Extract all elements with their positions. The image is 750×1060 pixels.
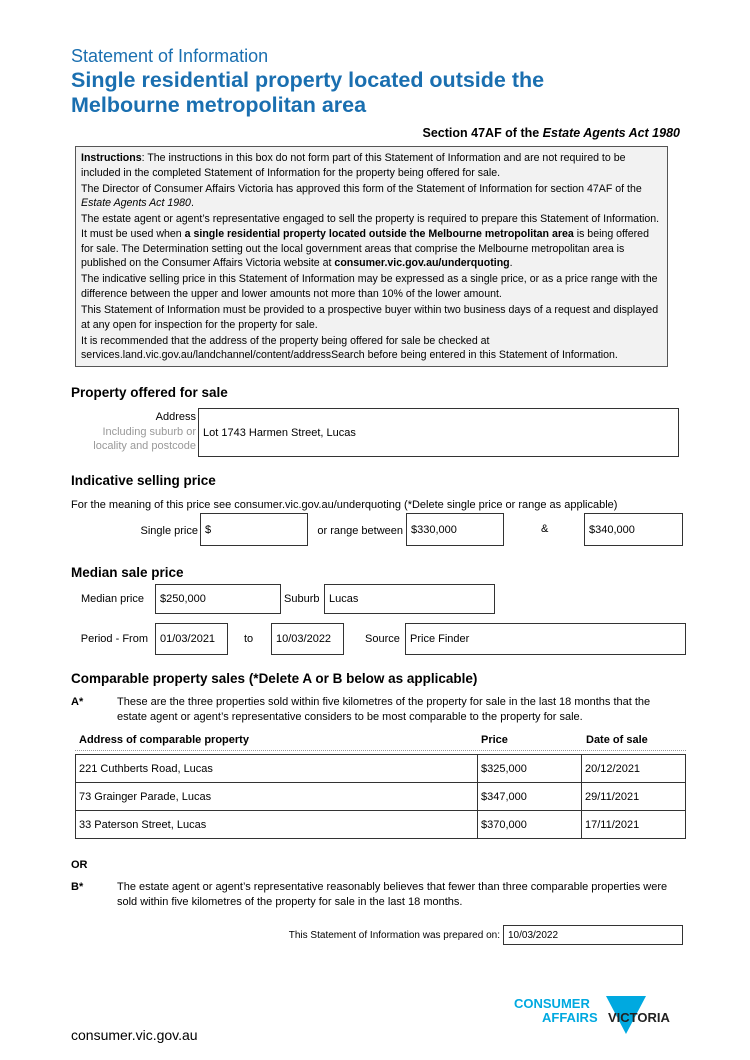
single-price-field[interactable]: $ xyxy=(200,513,308,546)
property-heading: Property offered for sale xyxy=(71,385,228,400)
range-ampersand: & xyxy=(541,523,549,535)
instructions-p4: The indicative selling price in this Statement of Information may be expressed as a single price, or as a price range with the difference between the upper and lower amounts not more than 10% of the lower amount. xyxy=(81,273,658,300)
comp-address-cell[interactable]: 33 Paterson Street, Lucas xyxy=(76,811,478,839)
single-price-label: Single price xyxy=(140,525,198,537)
instructions-p1: Instructions: The instructions in this box do not form part of this Statement of Information and are not required to be included in the completed Statement of Information for the property being offered for sale. xyxy=(81,152,626,179)
form-title-line2: Melbourne metropolitan area xyxy=(71,93,367,117)
form-title xyxy=(71,68,671,118)
col-date-header: Date of sale xyxy=(586,734,648,746)
median-price-field[interactable]: $250,000 xyxy=(155,584,281,614)
or-label: OR xyxy=(71,859,88,871)
underquoting-link[interactable]: consumer.vic.gov.au/underquoting xyxy=(334,257,510,270)
address-field[interactable]: Lot 1743 Harmen Street, Lucas xyxy=(198,408,679,457)
period-to-field[interactable]: 10/03/2022 xyxy=(271,623,344,655)
indicative-heading: Indicative selling price xyxy=(71,473,216,488)
range-low-field[interactable]: $330,000 xyxy=(406,513,504,546)
col-address-header: Address of comparable property xyxy=(79,734,249,746)
option-a-marker: A* xyxy=(71,696,84,708)
header-divider xyxy=(75,750,686,751)
suburb-label: Suburb xyxy=(284,593,320,605)
median-heading: Median sale price xyxy=(71,565,184,580)
section-reference: Section 47AF of the Estate Agents Act 1980 xyxy=(422,126,680,140)
instructions-p6: It is recommended that the address of the property being offered for sale be checked at services.land.vic.gov.au/landchannel/content/addressSearch before being entered in this Statement of Information. xyxy=(81,334,618,362)
consumer-affairs-victoria-logo xyxy=(514,994,686,1040)
instructions-box xyxy=(75,146,668,367)
suburb-field[interactable]: Lucas xyxy=(324,584,495,614)
comparable-heading: Comparable property sales (*Delete A or B below as applicable) xyxy=(71,671,478,686)
comp-address-cell[interactable]: 221 Cuthberts Road, Lucas xyxy=(76,755,478,783)
comp-date-cell[interactable]: 20/12/2021 xyxy=(582,755,686,783)
cav-logo-graphic xyxy=(514,994,686,1040)
range-label: or range between xyxy=(317,525,403,537)
table-row xyxy=(76,783,686,811)
comp-price-cell[interactable]: $325,000 xyxy=(478,755,582,783)
form-title-line1: Single residential property located outside the xyxy=(71,68,545,92)
option-b-text: The estate agent or agent’s representative reasonably believes that fewer than three comparable properties were sold within five kilometres of the property for sale in the last 18 months. xyxy=(117,881,668,908)
range-high-field[interactable]: $340,000 xyxy=(584,513,683,546)
instructions-p5: This Statement of Information must be provided to a prospective buyer within two business days of a request and displayed at any open for inspection for the property for sale. xyxy=(81,303,659,331)
comparable-table xyxy=(75,754,686,839)
col-price-header: Price xyxy=(481,734,508,746)
table-row xyxy=(76,811,686,839)
comp-address-cell[interactable]: 73 Grainger Parade, Lucas xyxy=(76,783,478,811)
option-a-text: These are the three properties sold within five kilometres of the property for sale in the last 18 months that the estate agent or agent’s representative considers to be most comparable to the property for sale. xyxy=(117,696,651,723)
address-hint: Including suburb or locality and postcode xyxy=(93,426,196,452)
comp-price-cell[interactable]: $370,000 xyxy=(478,811,582,839)
instructions-p2: The Director of Consumer Affairs Victoria has approved this form of the Statement of Information for section 47AF of the Estate Agents Act 1980. xyxy=(81,182,642,210)
source-label: Source xyxy=(365,633,400,645)
period-from-label: Period - From xyxy=(80,633,148,645)
comp-price-cell[interactable]: $347,000 xyxy=(478,783,582,811)
comp-date-cell[interactable]: 17/11/2021 xyxy=(582,811,686,839)
footer-url: consumer.vic.gov.au xyxy=(71,1027,198,1043)
comp-date-cell[interactable]: 29/11/2021 xyxy=(582,783,686,811)
logo-word-victoria: VICTORIA xyxy=(608,1010,670,1025)
address-label: Address xyxy=(155,411,196,423)
period-to-label: to xyxy=(244,633,254,645)
indicative-note: For the meaning of this price see consumer.vic.gov.au/underquoting (*Delete single price or range as applicable) xyxy=(71,499,618,511)
source-field[interactable]: Price Finder xyxy=(405,623,686,655)
prepared-date-field[interactable]: 10/03/2022 xyxy=(503,925,683,945)
form-subtitle: Statement of Information xyxy=(71,46,269,66)
logo-word-consumer: CONSUMER xyxy=(514,996,590,1011)
prepared-label: This Statement of Information was prepared on: xyxy=(288,930,500,941)
median-price-label: Median price xyxy=(81,593,144,605)
table-row xyxy=(76,755,686,783)
logo-word-affairs: AFFAIRS xyxy=(542,1010,598,1025)
instructions-p3: The estate agent or agent’s representative engaged to sell the property is required to prepare this Statement of Information. It must be used when a single residential property located outside the Melbourne metropolitan area is being offered for sale. The Determination setting out the local government areas that comprise the Melbourne metropolitan area is published on the Consumer Affairs Victoria website at consumer.vic.gov.au/underquoting. xyxy=(81,213,660,270)
option-b-marker: B* xyxy=(71,881,84,893)
period-from-field[interactable]: 01/03/2021 xyxy=(155,623,228,655)
